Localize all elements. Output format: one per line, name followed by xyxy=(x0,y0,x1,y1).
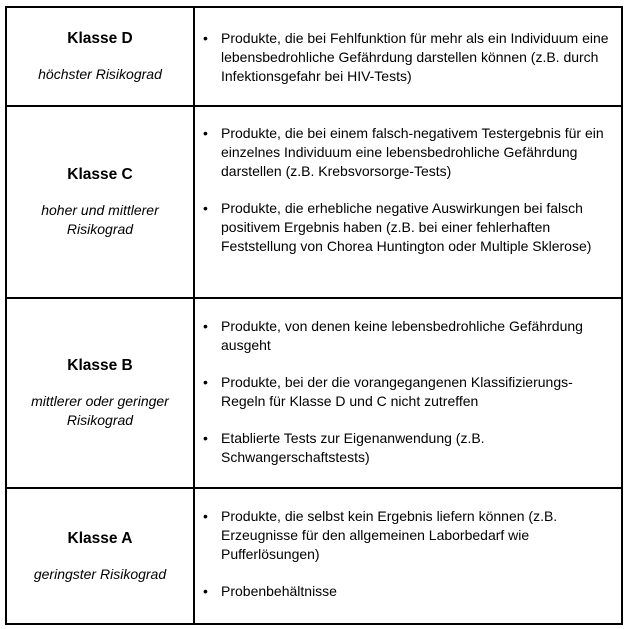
class-title: Klasse A xyxy=(67,529,133,547)
description-list xyxy=(195,299,621,467)
class-risk-level: hoher und mittlerer Risikograd xyxy=(41,202,159,237)
class-cell xyxy=(6,106,194,298)
class-risk-level: höchster Risikograd xyxy=(38,66,162,82)
class-title: Klasse C xyxy=(67,166,133,183)
class-row-d xyxy=(6,7,622,106)
list-item: • Produkte, die erhebliche negative Auswirkungen bei falsch positivem Ergebnis haben (z.B. bei einer fehlerhaften Feststellung von Chorea Huntington oder Multiple Sklerose) xyxy=(195,199,621,256)
class-cell xyxy=(6,298,194,488)
description-list xyxy=(195,489,621,601)
risk-class-table xyxy=(5,6,623,625)
class-row-b xyxy=(6,298,622,488)
list-item: • Produkte, die selbst kein Ergebnis liefern können (z.B. Erzeugnisse für den allgemeinen Laborbedarf wie Pufferlösungen) xyxy=(195,507,621,564)
description-cell xyxy=(194,298,622,488)
list-item: • Produkte, von denen keine lebensbedrohliche Gefährdung ausgeht xyxy=(195,317,621,355)
list-item: • Etablierte Tests zur Eigenanwendung (z.B. Schwangerschaftstests) xyxy=(195,429,621,467)
description-cell xyxy=(194,7,622,106)
list-item: • Produkte, die bei Fehlfunktion für mehr als ein Individuum eine lebensbedrohliche Gefährdung darstellen können (z.B. durch Infektionsgefahr bei HIV-Tests) xyxy=(195,29,621,86)
class-title: Klasse B xyxy=(67,357,133,374)
list-item: • Probenbehältnisse xyxy=(195,582,621,601)
class-cell xyxy=(6,7,194,106)
description-cell xyxy=(194,106,622,298)
list-item: • Produkte, bei der die vorangegangenen Klassifizierungs-Regeln für Klasse D und C nicht zutreffen xyxy=(195,373,621,411)
class-row-c xyxy=(6,106,622,298)
description-list xyxy=(195,8,621,86)
class-row-a xyxy=(6,488,622,624)
description-cell xyxy=(194,488,622,624)
class-title: Klasse D xyxy=(67,30,133,47)
description-list xyxy=(195,107,621,256)
list-item: • Produkte, die bei einem falsch-negativem Testergebnis für ein einzelnes Individuum eine lebensbedrohliche Gefährdung darstellen (z.B. Krebsvorsorge-Tests) xyxy=(195,124,621,181)
class-risk-level: geringster Risikograd xyxy=(33,565,167,582)
class-cell xyxy=(6,488,194,624)
class-risk-level: mittlerer oder geringer Risikograd xyxy=(31,393,169,428)
